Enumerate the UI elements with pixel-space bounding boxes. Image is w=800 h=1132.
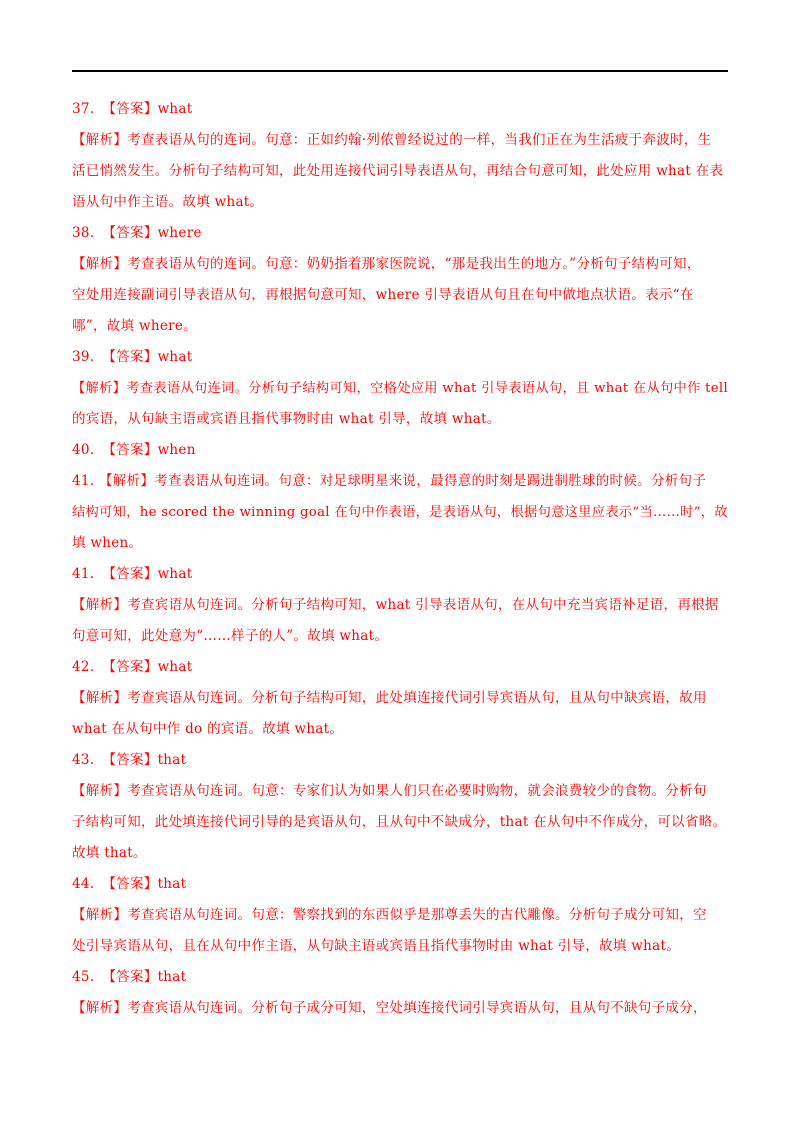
answer-value: what	[157, 566, 193, 582]
answer-line-42	[72, 652, 728, 683]
analysis-line: 【解析】考查宾语从句连词。句意：警察找到的东西似乎是那尊丢失的古代雕像。分析句子成分可知，空	[72, 907, 707, 923]
analysis-line: 哪”，故填 where。	[72, 318, 197, 334]
answer-line-37	[72, 94, 728, 125]
question-number: 38.	[72, 225, 95, 241]
answer-label: 【答案】	[102, 566, 158, 582]
answer-label: 【答案】	[102, 876, 158, 892]
question-number: 43.	[72, 752, 95, 768]
analysis-line: 空处用连接副词引导表语从句，再根据句意可知，where 引导表语从句且在句中做地点状语。表示“在	[72, 287, 694, 303]
answer-label: 【答案】	[102, 349, 158, 365]
analysis-line: 填 when。	[72, 535, 143, 551]
analysis-line: 处引导宾语从句，且在从句中作主语，从句缺主语或宾语且指代事物时由 what 引导，故填 what。	[72, 938, 681, 954]
answer-label: 【答案】	[102, 969, 158, 985]
analysis-line: 【解析】考查表语从句的连词。句意：正如约翰·列侬曾经说过的一样，当我们正在为生活疲于奔波时，生	[72, 132, 712, 148]
analysis-line: 【解析】考查表语从句的连词。句意：奶奶指着那家医院说，“那是我出生的地方。”分析句子结构可知，	[72, 256, 701, 272]
question-number: 44.	[72, 876, 95, 892]
analysis-line: 【解析】考查宾语从句连词。句意：专家们认为如果人们只在必要时购物，就会浪费较少的食物。分析句	[72, 783, 707, 799]
analysis-line: 的宾语，从句缺主语或宾语且指代事物时由 what 引导，故填 what。	[72, 411, 501, 427]
question-number: 39.	[72, 349, 95, 365]
answer-value: that	[157, 969, 187, 985]
answer-label: 【答案】	[102, 442, 158, 458]
answer-line-45	[72, 962, 728, 993]
answer-label: 【答案】	[102, 752, 158, 768]
analysis-line: 【解析】考查宾语从句连词。分析句子成分可知，空处填连接代词引导宾语从句，且从句不缺句子成分，	[72, 1000, 707, 1016]
analysis-line: what 在从句中作 do 的宾语。故填 what。	[72, 721, 344, 737]
analysis-line: 41. 【解析】考查表语从句连词。句意：对足球明星来说，最得意的时刻是踢进制胜球的时候。分析句子	[72, 473, 707, 489]
header-rule	[72, 70, 728, 72]
analysis-line: 故填 that。	[72, 845, 147, 861]
question-number: 42.	[72, 659, 95, 675]
analysis-line: 【解析】考查宾语从句连词。分析句子结构可知，what 引导表语从句，在从句中充当宾语补足语，再根据	[72, 597, 719, 613]
answer-value: what	[157, 349, 193, 365]
answer-value: that	[157, 752, 187, 768]
answer-value: when	[157, 442, 196, 458]
answer-value: that	[157, 876, 187, 892]
analysis-line: 子结构可知，此处填连接代词引导的是宾语从句，且从句中不缺成分，that 在从句中不作成分，可以省略。	[72, 814, 727, 830]
answer-value: what	[157, 659, 193, 675]
answer-label: 【答案】	[102, 101, 158, 117]
answer-line-38	[72, 218, 728, 249]
answer-label: 【答案】	[102, 225, 158, 241]
question-number: 41.	[72, 566, 95, 582]
analysis-line: 结构可知，he scored the winning goal 在句中作表语，是表语从句，根据句意这里应表示“当……时”，故	[72, 505, 728, 520]
answer-line-44	[72, 869, 728, 900]
analysis-line: 活已悄然发生。分析句子结构可知，此处用连接代词引导表语从句，再结合句意可知，此处应用 what 在表	[72, 163, 724, 179]
answer-label: 【答案】	[102, 659, 158, 675]
question-number: 37.	[72, 101, 95, 117]
answer-line-40	[72, 435, 728, 466]
analysis-line: 【解析】考查宾语从句连词。分析句子结构可知，此处填连接代词引导宾语从句，且从句中缺宾语，故用	[72, 690, 707, 706]
answer-line-39	[72, 342, 728, 373]
analysis-line: 【解析】考查表语从句连词。分析句子结构可知，空格处应用 what 引导表语从句，且 what 在从句中作 tell	[72, 381, 729, 396]
analysis-line: 句意可知，此处意为“……样子的人”。故填 what。	[72, 628, 389, 644]
analysis-line: 语从句中作主语。故填 what。	[72, 194, 264, 210]
question-number: 40.	[72, 442, 95, 458]
answer-value: where	[157, 225, 202, 241]
answer-line-41	[72, 559, 728, 590]
answer-key-body	[72, 94, 728, 1024]
question-number: 45.	[72, 969, 95, 985]
answer-line-43	[72, 745, 728, 776]
answer-value: what	[157, 101, 193, 117]
